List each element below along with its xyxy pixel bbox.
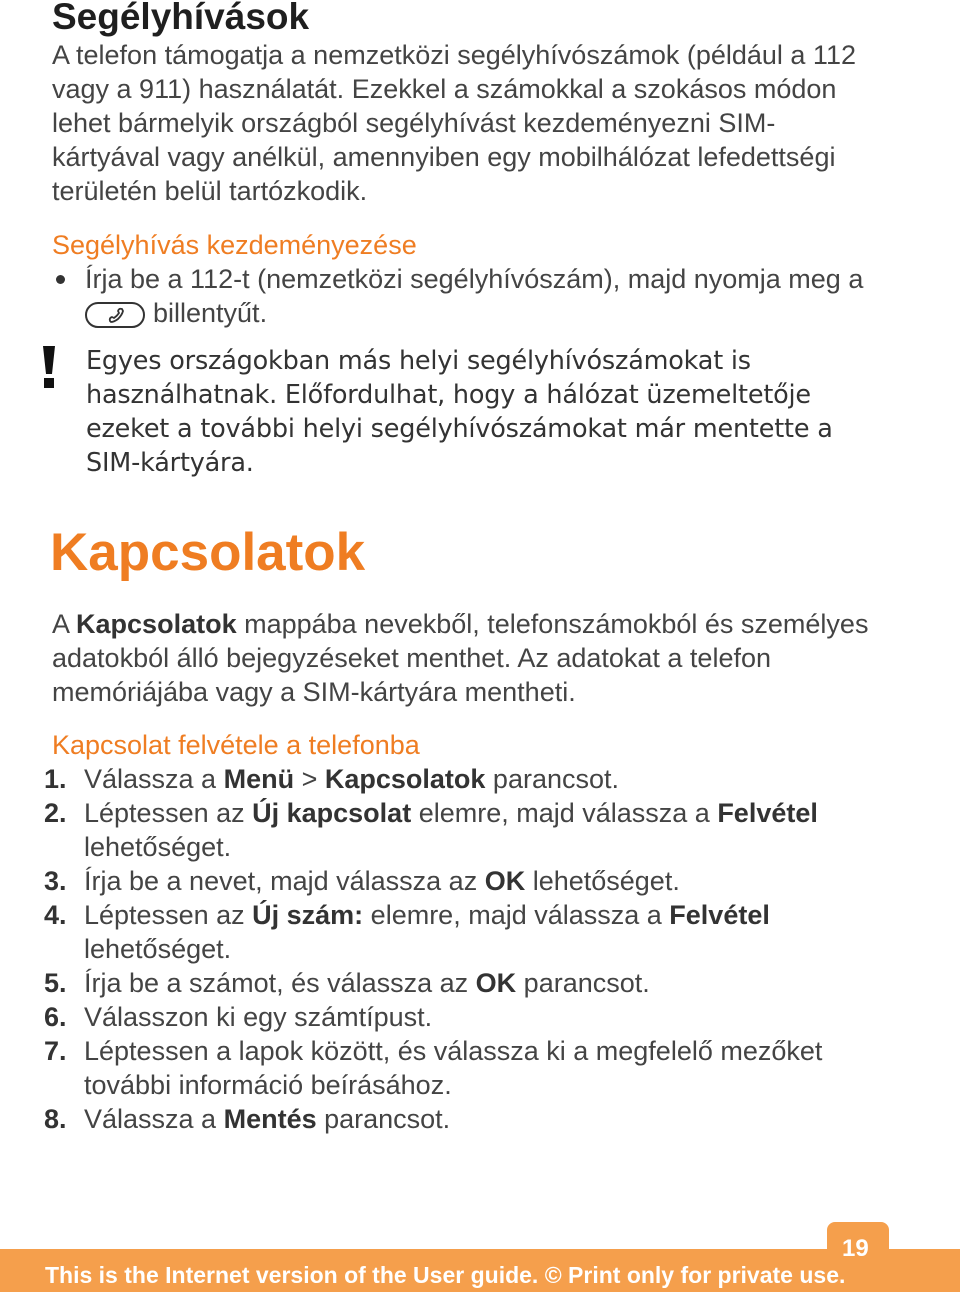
text-run: Írja be a számot, és válassza az xyxy=(84,968,476,998)
text-run: Léptessen az xyxy=(84,900,253,930)
step-line xyxy=(84,1000,944,1034)
text-run: Válassza a xyxy=(84,1104,224,1134)
step-number: 1. xyxy=(44,764,67,794)
subheading-add-contact: Kapcsolat felvétele a telefonba xyxy=(52,730,420,760)
bold-run: Felvétel xyxy=(669,900,770,930)
warning-line: SIM-kártyára. xyxy=(86,448,254,478)
bullet-line-with-icon xyxy=(85,296,863,330)
step-item xyxy=(44,864,944,898)
step-continuation: lehetőséget. xyxy=(84,934,232,964)
paragraph-line: lehet bármelyik országból segélyhívást kezdeményezni SIM- xyxy=(52,108,776,138)
paragraph-line: A telefon támogatja a nemzetközi segélyhívószámok (például a 112 xyxy=(52,40,856,70)
step-line xyxy=(84,864,944,898)
paragraph-line: kártyával vagy anélkül, amennyiben egy mobilhálózat lefedettségi xyxy=(52,142,836,172)
bold-run: Új kapcsolat xyxy=(252,798,412,828)
paragraph-line: területén belül tartózkodik. xyxy=(52,176,368,206)
call-key-icon xyxy=(85,302,145,328)
text-run: Válassza a xyxy=(84,764,224,794)
step-item xyxy=(44,898,944,966)
warning-line: Egyes országokban más helyi segélyhívószámokat is xyxy=(86,346,751,376)
warning-line: használhatnak. Előfordulhat, hogy a hálózat üzemeltetője xyxy=(86,380,811,410)
page-number: 19 xyxy=(842,1235,869,1262)
contacts-intro-paragraph xyxy=(52,607,932,709)
step-line xyxy=(84,1102,944,1136)
step-item xyxy=(44,1000,944,1034)
text-run: Válasszon ki egy számtípust. xyxy=(84,1002,433,1032)
step-number: 8. xyxy=(44,1104,67,1134)
paragraph-line: memóriájába vagy a SIM-kártyára mentheti. xyxy=(52,677,576,707)
paragraph-line xyxy=(52,607,932,641)
text-run: > xyxy=(294,764,325,794)
bullet-line: Írja be a 112-t (nemzetközi segélyhívószám), majd nyomja meg a xyxy=(85,264,864,294)
bold-run: OK xyxy=(475,968,517,998)
text-run: parancsot. xyxy=(516,968,650,998)
emergency-intro-paragraph xyxy=(52,38,932,208)
bold-run: Mentés xyxy=(223,1104,317,1134)
warning-text xyxy=(86,344,833,480)
text-run: parancsot. xyxy=(485,764,619,794)
step-line xyxy=(84,796,944,830)
paragraph-line: vagy a 911) használatát. Ezekkel a számokkal a szokásos módon xyxy=(52,74,837,104)
step-line xyxy=(84,1034,944,1068)
bullet-line-suffix: billentyűt. xyxy=(153,298,268,328)
step-item xyxy=(44,966,944,1000)
bullet-text xyxy=(85,262,863,330)
step-continuation: további információ beírásához. xyxy=(84,1070,452,1100)
bold-run: Kapcsolatok xyxy=(76,609,237,639)
subheading-emergency-call: Segélyhívás kezdeményezése xyxy=(52,230,417,260)
text-run: parancsot. xyxy=(316,1104,451,1134)
step-number: 3. xyxy=(44,866,67,896)
text-run: A xyxy=(52,609,77,639)
step-line xyxy=(84,898,944,932)
warning-line: ezeket a további helyi segélyhívószámokat már mentette a xyxy=(86,414,833,444)
text-run: Írja be a nevet, majd válassza az xyxy=(84,866,485,896)
bold-run: OK xyxy=(484,866,526,896)
step-item xyxy=(44,1034,944,1102)
text-run: Léptessen az xyxy=(84,798,253,828)
bullet-dot xyxy=(56,275,65,284)
step-item xyxy=(44,1102,944,1136)
paragraph-line: adatokból álló bejegyzéseket menthet. Az adatokat a telefon xyxy=(52,643,771,673)
bold-run: Új szám: xyxy=(252,900,364,930)
text-run: Léptessen a lapok között, és válassza ki a megfelelő mezőket xyxy=(84,1036,823,1066)
step-number: 2. xyxy=(44,798,67,828)
text-run: lehetőséget. xyxy=(525,866,680,896)
footer-notice: This is the Internet version of the User guide. © Print only for private use. xyxy=(45,1262,846,1288)
exclamation-icon xyxy=(36,344,62,390)
step-number: 5. xyxy=(44,968,67,998)
step-line xyxy=(84,966,944,1000)
text-run: elemre, majd válassza a xyxy=(411,798,718,828)
bold-run: Felvétel xyxy=(717,798,818,828)
step-continuation: lehetőséget. xyxy=(84,832,232,862)
step-number: 6. xyxy=(44,1002,67,1032)
section-title-emergency: Segélyhívások xyxy=(52,0,310,37)
text-run: mappába nevekből, telefonszámokból és személyes xyxy=(236,609,869,639)
section-title-contacts: Kapcsolatok xyxy=(50,523,366,582)
step-number: 7. xyxy=(44,1036,67,1066)
bold-run: Kapcsolatok xyxy=(324,764,486,794)
text-run: elemre, majd válassza a xyxy=(363,900,670,930)
step-number: 4. xyxy=(44,900,67,930)
bold-run: Menü xyxy=(223,764,295,794)
steps-list xyxy=(44,762,944,1136)
step-item xyxy=(44,762,944,796)
step-line xyxy=(84,762,944,796)
step-item xyxy=(44,796,944,864)
